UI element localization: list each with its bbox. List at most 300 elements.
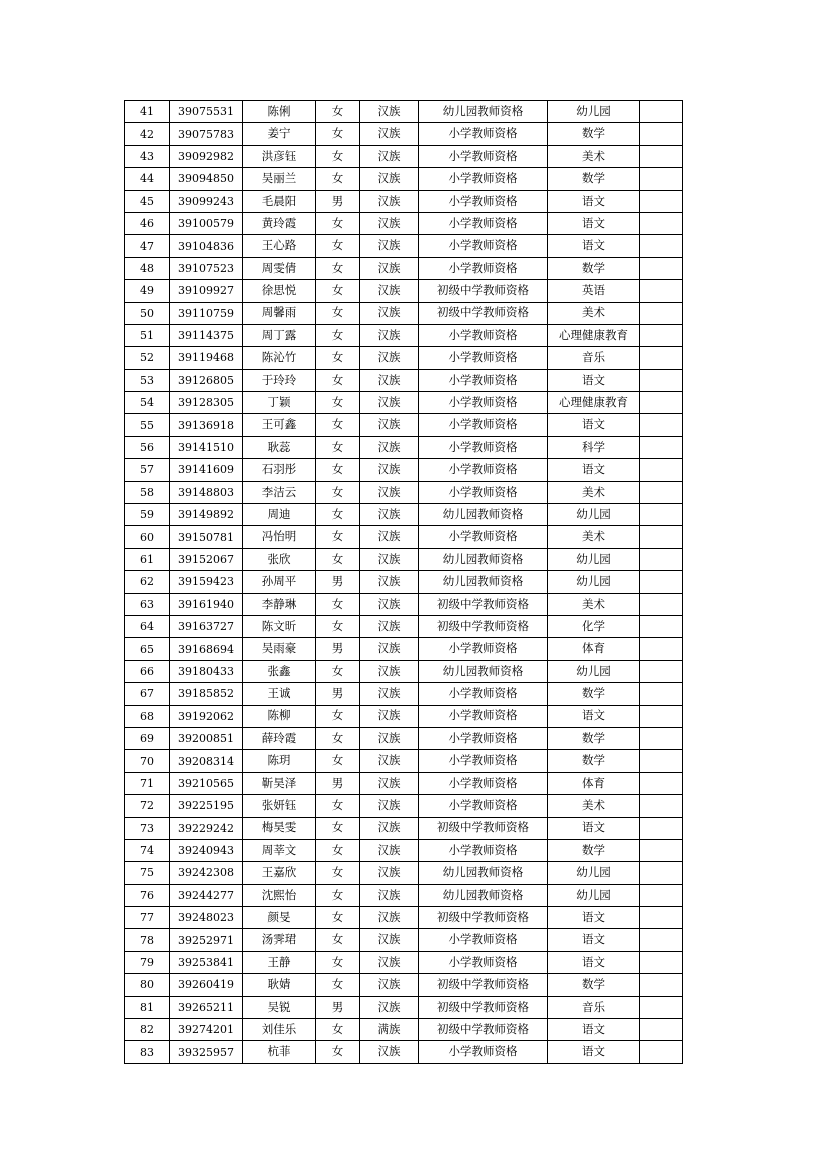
gender-cell: 女 bbox=[316, 526, 360, 548]
candidate-id: 39265211 bbox=[170, 996, 243, 1018]
candidate-id: 39126805 bbox=[170, 369, 243, 391]
gender-cell: 女 bbox=[316, 750, 360, 772]
ethnicity-cell: 汉族 bbox=[360, 571, 419, 593]
subject-cell: 幼儿园 bbox=[548, 862, 640, 884]
candidate-name: 周莘文 bbox=[243, 839, 316, 861]
row-number: 71 bbox=[125, 772, 170, 794]
note-cell bbox=[640, 750, 683, 772]
candidate-name: 周馨雨 bbox=[243, 302, 316, 324]
ethnicity-cell: 汉族 bbox=[360, 548, 419, 570]
qualification-cell: 初级中学教师资格 bbox=[419, 593, 548, 615]
gender-cell: 男 bbox=[316, 683, 360, 705]
note-cell bbox=[640, 683, 683, 705]
candidate-name: 颜旻 bbox=[243, 907, 316, 929]
qualification-cell: 小学教师资格 bbox=[419, 459, 548, 481]
table-row bbox=[125, 839, 683, 861]
qualification-cell: 初级中学教师资格 bbox=[419, 907, 548, 929]
subject-cell: 科学 bbox=[548, 436, 640, 458]
ethnicity-cell: 汉族 bbox=[360, 683, 419, 705]
qualification-cell: 小学教师资格 bbox=[419, 347, 548, 369]
candidate-id: 39136918 bbox=[170, 414, 243, 436]
qualification-cell: 初级中学教师资格 bbox=[419, 280, 548, 302]
table-row bbox=[125, 190, 683, 212]
note-cell bbox=[640, 974, 683, 996]
qualification-cell: 小学教师资格 bbox=[419, 414, 548, 436]
subject-cell: 幼儿园 bbox=[548, 884, 640, 906]
row-number: 73 bbox=[125, 817, 170, 839]
row-number: 70 bbox=[125, 750, 170, 772]
subject-cell: 语文 bbox=[548, 190, 640, 212]
qualification-cell: 幼儿园教师资格 bbox=[419, 101, 548, 123]
row-number: 77 bbox=[125, 907, 170, 929]
table-row bbox=[125, 727, 683, 749]
qualification-cell: 小学教师资格 bbox=[419, 683, 548, 705]
row-number: 75 bbox=[125, 862, 170, 884]
ethnicity-cell: 汉族 bbox=[360, 347, 419, 369]
note-cell bbox=[640, 168, 683, 190]
candidate-id: 39252971 bbox=[170, 929, 243, 951]
note-cell bbox=[640, 1019, 683, 1041]
table-row bbox=[125, 907, 683, 929]
row-number: 46 bbox=[125, 212, 170, 234]
row-number: 66 bbox=[125, 660, 170, 682]
candidate-name: 徐思悦 bbox=[243, 280, 316, 302]
gender-cell: 女 bbox=[316, 974, 360, 996]
row-number: 47 bbox=[125, 235, 170, 257]
qualification-cell: 初级中学教师资格 bbox=[419, 974, 548, 996]
candidate-name: 耿婧 bbox=[243, 974, 316, 996]
table-row bbox=[125, 324, 683, 346]
table-row bbox=[125, 974, 683, 996]
note-cell bbox=[640, 481, 683, 503]
subject-cell: 数学 bbox=[548, 683, 640, 705]
row-number: 79 bbox=[125, 951, 170, 973]
subject-cell: 幼儿园 bbox=[548, 548, 640, 570]
note-cell bbox=[640, 190, 683, 212]
ethnicity-cell: 汉族 bbox=[360, 660, 419, 682]
note-cell bbox=[640, 615, 683, 637]
ethnicity-cell: 汉族 bbox=[360, 212, 419, 234]
row-number: 55 bbox=[125, 414, 170, 436]
subject-cell: 语文 bbox=[548, 369, 640, 391]
ethnicity-cell: 汉族 bbox=[360, 772, 419, 794]
ethnicity-cell: 汉族 bbox=[360, 190, 419, 212]
candidate-id: 39229242 bbox=[170, 817, 243, 839]
gender-cell: 女 bbox=[316, 839, 360, 861]
row-number: 45 bbox=[125, 190, 170, 212]
candidate-name: 姜宁 bbox=[243, 123, 316, 145]
subject-cell: 语文 bbox=[548, 705, 640, 727]
ethnicity-cell: 汉族 bbox=[360, 324, 419, 346]
gender-cell: 男 bbox=[316, 571, 360, 593]
gender-cell: 女 bbox=[316, 795, 360, 817]
qualification-cell: 小学教师资格 bbox=[419, 392, 548, 414]
qualification-cell: 小学教师资格 bbox=[419, 727, 548, 749]
candidate-id: 39094850 bbox=[170, 168, 243, 190]
row-number: 50 bbox=[125, 302, 170, 324]
gender-cell: 女 bbox=[316, 907, 360, 929]
candidate-id: 39119468 bbox=[170, 347, 243, 369]
candidate-name: 李洁云 bbox=[243, 481, 316, 503]
table-row bbox=[125, 951, 683, 973]
note-cell bbox=[640, 839, 683, 861]
candidate-name: 陈沁竹 bbox=[243, 347, 316, 369]
ethnicity-cell: 汉族 bbox=[360, 526, 419, 548]
qualification-cell: 幼儿园教师资格 bbox=[419, 660, 548, 682]
qualification-cell: 小学教师资格 bbox=[419, 257, 548, 279]
table-row bbox=[125, 145, 683, 167]
ethnicity-cell: 汉族 bbox=[360, 1041, 419, 1063]
ethnicity-cell: 汉族 bbox=[360, 481, 419, 503]
ethnicity-cell: 汉族 bbox=[360, 638, 419, 660]
gender-cell: 男 bbox=[316, 190, 360, 212]
gender-cell: 女 bbox=[316, 123, 360, 145]
candidate-name: 沈熙怡 bbox=[243, 884, 316, 906]
table-row bbox=[125, 593, 683, 615]
candidate-id: 39192062 bbox=[170, 705, 243, 727]
note-cell bbox=[640, 212, 683, 234]
note-cell bbox=[640, 257, 683, 279]
ethnicity-cell: 汉族 bbox=[360, 817, 419, 839]
row-number: 54 bbox=[125, 392, 170, 414]
candidate-name: 吴锐 bbox=[243, 996, 316, 1018]
subject-cell: 美术 bbox=[548, 481, 640, 503]
gender-cell: 女 bbox=[316, 168, 360, 190]
table-row bbox=[125, 817, 683, 839]
subject-cell: 数学 bbox=[548, 727, 640, 749]
candidate-id: 39185852 bbox=[170, 683, 243, 705]
note-cell bbox=[640, 705, 683, 727]
row-number: 72 bbox=[125, 795, 170, 817]
candidate-name: 王嘉欣 bbox=[243, 862, 316, 884]
subject-cell: 幼儿园 bbox=[548, 504, 640, 526]
gender-cell: 女 bbox=[316, 504, 360, 526]
ethnicity-cell: 汉族 bbox=[360, 907, 419, 929]
candidate-name: 丁颖 bbox=[243, 392, 316, 414]
gender-cell: 女 bbox=[316, 593, 360, 615]
gender-cell: 女 bbox=[316, 324, 360, 346]
table-row bbox=[125, 280, 683, 302]
candidate-id: 39242308 bbox=[170, 862, 243, 884]
ethnicity-cell: 汉族 bbox=[360, 996, 419, 1018]
candidate-id: 39104836 bbox=[170, 235, 243, 257]
qualification-cell: 小学教师资格 bbox=[419, 436, 548, 458]
subject-cell: 美术 bbox=[548, 795, 640, 817]
row-number: 51 bbox=[125, 324, 170, 346]
table-row bbox=[125, 929, 683, 951]
subject-cell: 音乐 bbox=[548, 347, 640, 369]
qualification-cell: 小学教师资格 bbox=[419, 1041, 548, 1063]
table-row bbox=[125, 795, 683, 817]
candidate-name: 张鑫 bbox=[243, 660, 316, 682]
candidate-id: 39208314 bbox=[170, 750, 243, 772]
row-number: 68 bbox=[125, 705, 170, 727]
subject-cell: 体育 bbox=[548, 638, 640, 660]
note-cell bbox=[640, 324, 683, 346]
table-body bbox=[125, 101, 683, 1064]
qualification-cell: 小学教师资格 bbox=[419, 638, 548, 660]
subject-cell: 美术 bbox=[548, 593, 640, 615]
table-row bbox=[125, 392, 683, 414]
row-number: 61 bbox=[125, 548, 170, 570]
ethnicity-cell: 汉族 bbox=[360, 145, 419, 167]
row-number: 43 bbox=[125, 145, 170, 167]
candidate-id: 39161940 bbox=[170, 593, 243, 615]
gender-cell: 女 bbox=[316, 347, 360, 369]
row-number: 42 bbox=[125, 123, 170, 145]
subject-cell: 英语 bbox=[548, 280, 640, 302]
candidate-name: 孙周平 bbox=[243, 571, 316, 593]
ethnicity-cell: 汉族 bbox=[360, 705, 419, 727]
subject-cell: 语文 bbox=[548, 212, 640, 234]
ethnicity-cell: 汉族 bbox=[360, 436, 419, 458]
row-number: 58 bbox=[125, 481, 170, 503]
table-row bbox=[125, 996, 683, 1018]
candidate-id: 39148803 bbox=[170, 481, 243, 503]
candidate-id: 39141609 bbox=[170, 459, 243, 481]
table-row bbox=[125, 862, 683, 884]
candidate-name: 吴丽兰 bbox=[243, 168, 316, 190]
qualification-cell: 小学教师资格 bbox=[419, 929, 548, 951]
row-number: 76 bbox=[125, 884, 170, 906]
candidate-id: 39163727 bbox=[170, 615, 243, 637]
candidate-name: 汤霁珺 bbox=[243, 929, 316, 951]
candidate-id: 39092982 bbox=[170, 145, 243, 167]
candidate-name: 洪彦钰 bbox=[243, 145, 316, 167]
qualification-cell: 初级中学教师资格 bbox=[419, 615, 548, 637]
subject-cell: 语文 bbox=[548, 1019, 640, 1041]
qualification-cell: 小学教师资格 bbox=[419, 481, 548, 503]
row-number: 64 bbox=[125, 615, 170, 637]
subject-cell: 语文 bbox=[548, 1041, 640, 1063]
note-cell bbox=[640, 302, 683, 324]
note-cell bbox=[640, 571, 683, 593]
candidate-name: 靳昊泽 bbox=[243, 772, 316, 794]
gender-cell: 男 bbox=[316, 638, 360, 660]
gender-cell: 女 bbox=[316, 481, 360, 503]
ethnicity-cell: 汉族 bbox=[360, 369, 419, 391]
table-row bbox=[125, 571, 683, 593]
table-row bbox=[125, 436, 683, 458]
row-number: 65 bbox=[125, 638, 170, 660]
candidate-id: 39244277 bbox=[170, 884, 243, 906]
candidate-table bbox=[124, 100, 683, 1064]
subject-cell: 数学 bbox=[548, 168, 640, 190]
ethnicity-cell: 汉族 bbox=[360, 727, 419, 749]
row-number: 49 bbox=[125, 280, 170, 302]
ethnicity-cell: 汉族 bbox=[360, 750, 419, 772]
candidate-name: 王静 bbox=[243, 951, 316, 973]
qualification-cell: 小学教师资格 bbox=[419, 951, 548, 973]
row-number: 78 bbox=[125, 929, 170, 951]
gender-cell: 女 bbox=[316, 414, 360, 436]
gender-cell: 女 bbox=[316, 212, 360, 234]
candidate-id: 39141510 bbox=[170, 436, 243, 458]
candidate-name: 周雯倩 bbox=[243, 257, 316, 279]
gender-cell: 女 bbox=[316, 459, 360, 481]
table-row bbox=[125, 123, 683, 145]
subject-cell: 美术 bbox=[548, 526, 640, 548]
ethnicity-cell: 汉族 bbox=[360, 884, 419, 906]
row-number: 83 bbox=[125, 1041, 170, 1063]
note-cell bbox=[640, 638, 683, 660]
candidate-id: 39240943 bbox=[170, 839, 243, 861]
subject-cell: 语文 bbox=[548, 235, 640, 257]
candidate-id: 39253841 bbox=[170, 951, 243, 973]
note-cell bbox=[640, 280, 683, 302]
candidate-name: 陈俐 bbox=[243, 101, 316, 123]
ethnicity-cell: 汉族 bbox=[360, 929, 419, 951]
ethnicity-cell: 汉族 bbox=[360, 123, 419, 145]
note-cell bbox=[640, 593, 683, 615]
subject-cell: 语文 bbox=[548, 817, 640, 839]
row-number: 52 bbox=[125, 347, 170, 369]
table-row bbox=[125, 101, 683, 123]
subject-cell: 语文 bbox=[548, 414, 640, 436]
subject-cell: 语文 bbox=[548, 929, 640, 951]
note-cell bbox=[640, 392, 683, 414]
gender-cell: 女 bbox=[316, 145, 360, 167]
qualification-cell: 小学教师资格 bbox=[419, 750, 548, 772]
table-row bbox=[125, 347, 683, 369]
note-cell bbox=[640, 123, 683, 145]
table-row bbox=[125, 705, 683, 727]
row-number: 80 bbox=[125, 974, 170, 996]
table-row bbox=[125, 168, 683, 190]
candidate-id: 39260419 bbox=[170, 974, 243, 996]
subject-cell: 幼儿园 bbox=[548, 571, 640, 593]
table-row bbox=[125, 615, 683, 637]
candidate-name: 王诚 bbox=[243, 683, 316, 705]
candidate-id: 39180433 bbox=[170, 660, 243, 682]
candidate-id: 39075783 bbox=[170, 123, 243, 145]
candidate-name: 毛晨阳 bbox=[243, 190, 316, 212]
candidate-id: 39159423 bbox=[170, 571, 243, 593]
candidate-name: 张欣 bbox=[243, 548, 316, 570]
gender-cell: 女 bbox=[316, 302, 360, 324]
candidate-id: 39107523 bbox=[170, 257, 243, 279]
ethnicity-cell: 汉族 bbox=[360, 974, 419, 996]
qualification-cell: 初级中学教师资格 bbox=[419, 996, 548, 1018]
row-number: 69 bbox=[125, 727, 170, 749]
candidate-name: 吴雨豪 bbox=[243, 638, 316, 660]
candidate-name: 周丁露 bbox=[243, 324, 316, 346]
row-number: 56 bbox=[125, 436, 170, 458]
qualification-cell: 幼儿园教师资格 bbox=[419, 548, 548, 570]
note-cell bbox=[640, 772, 683, 794]
subject-cell: 幼儿园 bbox=[548, 660, 640, 682]
gender-cell: 女 bbox=[316, 369, 360, 391]
table-row bbox=[125, 772, 683, 794]
table-row bbox=[125, 1019, 683, 1041]
ethnicity-cell: 汉族 bbox=[360, 593, 419, 615]
subject-cell: 数学 bbox=[548, 750, 640, 772]
note-cell bbox=[640, 817, 683, 839]
candidate-name: 杭菲 bbox=[243, 1041, 316, 1063]
note-cell bbox=[640, 235, 683, 257]
qualification-cell: 小学教师资格 bbox=[419, 795, 548, 817]
candidate-id: 39325957 bbox=[170, 1041, 243, 1063]
qualification-cell: 小学教师资格 bbox=[419, 168, 548, 190]
gender-cell: 女 bbox=[316, 660, 360, 682]
qualification-cell: 小学教师资格 bbox=[419, 235, 548, 257]
qualification-cell: 小学教师资格 bbox=[419, 145, 548, 167]
note-cell bbox=[640, 369, 683, 391]
ethnicity-cell: 汉族 bbox=[360, 235, 419, 257]
subject-cell: 心理健康教育 bbox=[548, 392, 640, 414]
table-row bbox=[125, 683, 683, 705]
subject-cell: 数学 bbox=[548, 839, 640, 861]
candidate-id: 39274201 bbox=[170, 1019, 243, 1041]
row-number: 57 bbox=[125, 459, 170, 481]
gender-cell: 女 bbox=[316, 615, 360, 637]
candidate-id: 39149892 bbox=[170, 504, 243, 526]
table-row bbox=[125, 459, 683, 481]
table-row bbox=[125, 1041, 683, 1063]
subject-cell: 数学 bbox=[548, 257, 640, 279]
qualification-cell: 小学教师资格 bbox=[419, 839, 548, 861]
qualification-cell: 小学教师资格 bbox=[419, 324, 548, 346]
subject-cell: 语文 bbox=[548, 907, 640, 929]
table-row bbox=[125, 526, 683, 548]
gender-cell: 女 bbox=[316, 817, 360, 839]
candidate-id: 39100579 bbox=[170, 212, 243, 234]
gender-cell: 女 bbox=[316, 951, 360, 973]
candidate-id: 39128305 bbox=[170, 392, 243, 414]
table-row bbox=[125, 235, 683, 257]
gender-cell: 女 bbox=[316, 929, 360, 951]
ethnicity-cell: 汉族 bbox=[360, 615, 419, 637]
qualification-cell: 小学教师资格 bbox=[419, 369, 548, 391]
note-cell bbox=[640, 347, 683, 369]
gender-cell: 女 bbox=[316, 548, 360, 570]
note-cell bbox=[640, 459, 683, 481]
candidate-name: 王心路 bbox=[243, 235, 316, 257]
gender-cell: 女 bbox=[316, 235, 360, 257]
note-cell bbox=[640, 1041, 683, 1063]
ethnicity-cell: 汉族 bbox=[360, 414, 419, 436]
candidate-name: 梅昊雯 bbox=[243, 817, 316, 839]
gender-cell: 女 bbox=[316, 280, 360, 302]
gender-cell: 女 bbox=[316, 101, 360, 123]
qualification-cell: 初级中学教师资格 bbox=[419, 817, 548, 839]
candidate-name: 陈柳 bbox=[243, 705, 316, 727]
ethnicity-cell: 汉族 bbox=[360, 795, 419, 817]
ethnicity-cell: 汉族 bbox=[360, 839, 419, 861]
gender-cell: 男 bbox=[316, 996, 360, 1018]
ethnicity-cell: 满族 bbox=[360, 1019, 419, 1041]
candidate-id: 39110759 bbox=[170, 302, 243, 324]
subject-cell: 体育 bbox=[548, 772, 640, 794]
candidate-name: 耿蕊 bbox=[243, 436, 316, 458]
ethnicity-cell: 汉族 bbox=[360, 951, 419, 973]
row-number: 59 bbox=[125, 504, 170, 526]
candidate-name: 薛玲霞 bbox=[243, 727, 316, 749]
candidate-name: 冯怡明 bbox=[243, 526, 316, 548]
note-cell bbox=[640, 548, 683, 570]
subject-cell: 数学 bbox=[548, 974, 640, 996]
note-cell bbox=[640, 929, 683, 951]
table-row bbox=[125, 884, 683, 906]
note-cell bbox=[640, 884, 683, 906]
candidate-name: 刘佳乐 bbox=[243, 1019, 316, 1041]
ethnicity-cell: 汉族 bbox=[360, 302, 419, 324]
gender-cell: 女 bbox=[316, 1019, 360, 1041]
table-row bbox=[125, 212, 683, 234]
candidate-id: 39150781 bbox=[170, 526, 243, 548]
gender-cell: 男 bbox=[316, 772, 360, 794]
gender-cell: 女 bbox=[316, 436, 360, 458]
